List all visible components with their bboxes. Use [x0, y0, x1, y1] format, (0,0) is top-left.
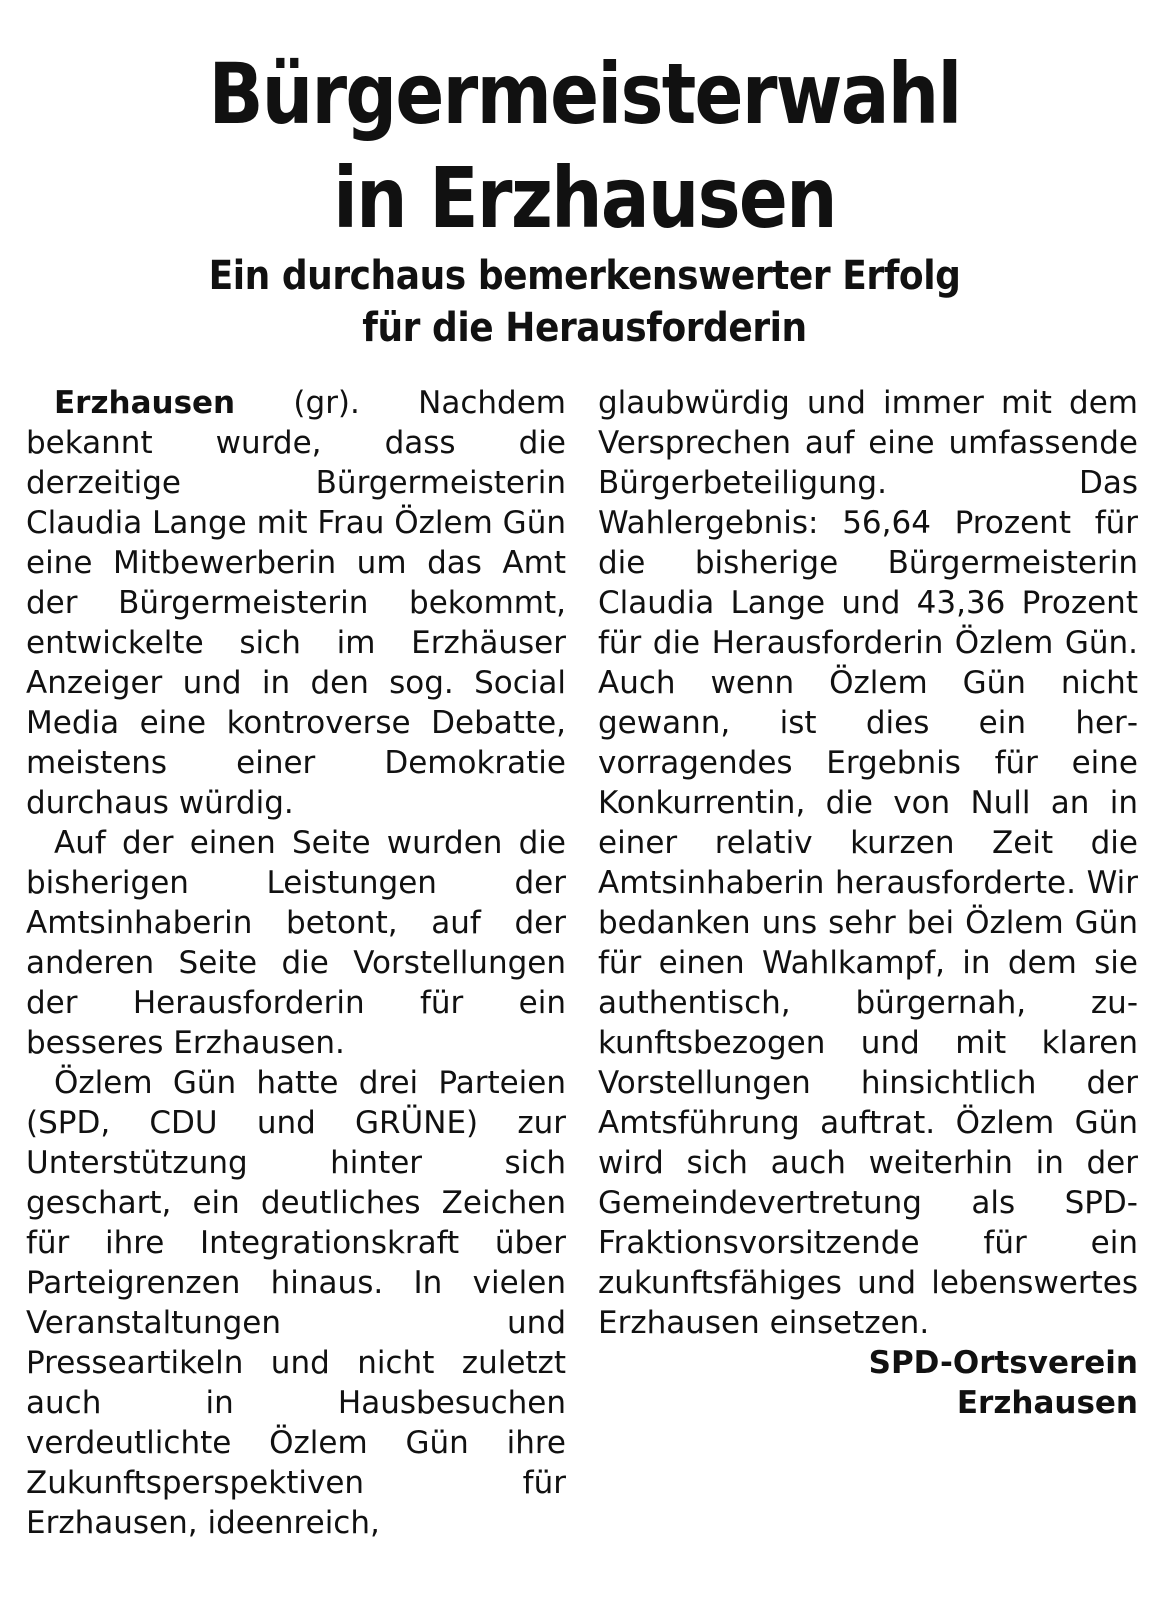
- subheadline-line-1: Ein durchaus bemerkenswerter Erfolg: [208, 253, 961, 299]
- article-headline: [82, 42, 1087, 250]
- article-signature: [598, 1343, 1138, 1423]
- paragraph-1-text: (gr). Nachdem bekannt wurde, dass die derzeitige Bürgermeisterin Claudia Lange mit Frau Özlem Gün eine Mitbewerberin um das Amt der Bürgermeisterin bekommt, entwickelte sich im Erzhäuser Anzeiger und in den sog. Social Media eine kontroverse Debatte, meistens einer Demokratie durchaus würdig.: [26, 385, 566, 821]
- headline-line-1: Bürgermeisterwahl: [208, 45, 961, 143]
- article-column-left: [26, 383, 566, 1543]
- article-subheadline: [58, 250, 1110, 354]
- article-column-right: [598, 383, 1138, 1423]
- article-paragraph-3-part-2: glaubwürdig und immer mit dem Versprechen auf eine umfassende Bürgerbeteiligung. Das Wahlergebnis: 56,64 Prozent für die bisherige Bürgermeisterin Claudia Lange und 43,36 Prozent für die Herausforderin Özlem Gün. Auch wenn Özlem Gün nicht gewann, ist dies ein hervorragendes Ergebnis für eine Konkurrentin, die von Null an in einer relativ kurzen Zeit die Amtsinhaberin herausforderte. Wir bedanken uns sehr bei Özlem Gün für einen Wahlkampf, in dem sie authentisch, bürgernah, zukunftsbezogen und mit klaren Vorstellungen hinsichtlich der Amtsführung auftrat. Özlem Gün wird sich auch weiterhin in der Gemeindevertretung als SPD-Fraktionsvorsitzende für ein zukunftsfähiges und lebenswertes Erzhausen einsetzen.: [598, 385, 1138, 1341]
- headline-line-2: in Erzhausen: [333, 149, 836, 247]
- article-paragraph-3-part-1: Özlem Gün hatte drei Parteien (SPD, CDU und GRÜNE) zur Unterstützung hinter sich geschart, ein deutliches Zeichen für ihre Integrationskraft über Parteigrenzen hinaus. In vielen Veranstaltungen und Presseartikeln und nicht zuletzt auch in Hausbesuchen verdeutlichte Özlem Gün ihre Zukunftsperspektiven für Erzhausen, ideenreich,: [26, 1065, 566, 1541]
- signature-line-1: SPD-Ortsverein: [868, 1345, 1138, 1381]
- article-dateline: Erzhausen: [54, 385, 236, 421]
- signature-line-2: Erzhausen: [956, 1385, 1138, 1421]
- article-paragraph-2: Auf der einen Seite wurden die bisherigen Leistungen der Amtsinhaberin betont, auf der anderen Seite die Vorstellungen der Herausforderin für ein besseres Erzhausen.: [26, 825, 566, 1061]
- article-paragraph-1: [26, 383, 566, 823]
- subheadline-line-2: für die Herausforderin: [362, 305, 807, 351]
